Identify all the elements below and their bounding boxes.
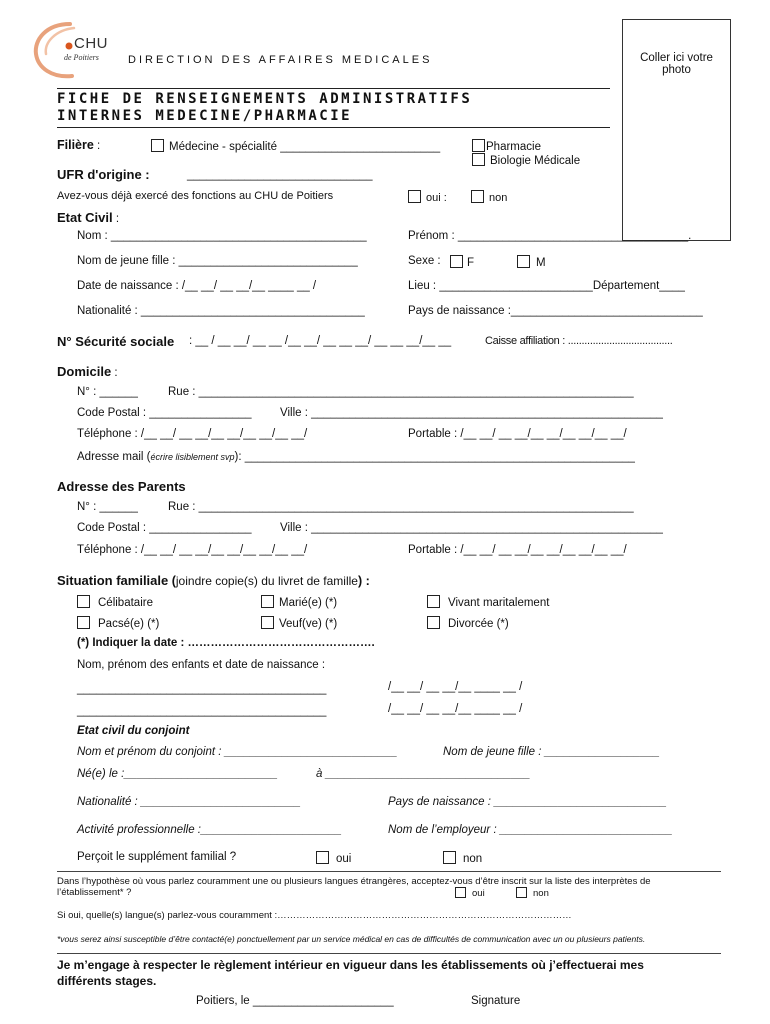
conjoint-lieu-field[interactable]: à ________________________________ xyxy=(316,768,531,780)
supplement-oui-checkbox[interactable] xyxy=(316,851,329,864)
sexe-label: Sexe : xyxy=(408,255,441,267)
photo-box-line1: Coller ici votre xyxy=(640,52,713,64)
langues-oui-checkbox[interactable] xyxy=(455,887,466,898)
form-title-line2: INTERNES MEDECINE/PHARMACIE xyxy=(57,108,353,124)
nationalite-field[interactable]: Nationalité : ___________________________________ xyxy=(77,305,365,317)
conjoint-pays-field[interactable]: Pays de naissance : ___________________________ xyxy=(388,796,667,808)
supplement-non-checkbox[interactable] xyxy=(443,851,456,864)
filiere-pharmacie-option[interactable]: Pharmacie xyxy=(472,139,541,153)
secu-field[interactable]: : __ / __ __/ __ __ /__ __/ __ __ __/ __ __ __/__ __ xyxy=(189,335,452,347)
domicile-cp-field[interactable]: Code Postal : ________________ xyxy=(77,407,252,419)
divorce-option[interactable]: Divorcée (*) xyxy=(427,616,509,630)
medecine-checkbox[interactable] xyxy=(151,139,164,152)
chu-logo-sub: de Poitiers xyxy=(64,53,99,62)
domicile-numero-field[interactable]: N° : ______ xyxy=(77,386,138,398)
domicile-title: Domicile : xyxy=(57,364,118,379)
engagement-line2: différents stages. xyxy=(57,974,157,988)
domicile-tel-field[interactable]: Téléphone : /__ __/ __ __/__ __/__ __/__ __/ xyxy=(77,428,308,440)
parents-ville-field[interactable]: Ville : _______________________________________________________ xyxy=(280,522,663,534)
prenom-field[interactable]: Prénom : ____________________________________. xyxy=(408,230,692,242)
nom-field[interactable]: Nom : ________________________________________ xyxy=(77,230,367,242)
pays-naissance-field[interactable]: Pays de naissance :______________________________ xyxy=(408,305,703,317)
celibataire-checkbox[interactable] xyxy=(77,595,90,608)
filiere-biologie-option[interactable]: Biologie Médicale xyxy=(472,153,580,167)
filiere-medecine-option[interactable]: Médecine - spécialité _________________________ xyxy=(151,139,440,153)
pacse-checkbox[interactable] xyxy=(77,616,90,629)
enfant-1-name-field[interactable]: _______________________________________ xyxy=(77,683,327,695)
enfant-1-date-field[interactable]: /__ __/ __ __/__ ____ __ / xyxy=(388,681,523,693)
parents-title: Adresse des Parents xyxy=(57,479,186,494)
marie-checkbox[interactable] xyxy=(261,595,274,608)
conjoint-activite-field[interactable]: Activité professionnelle :______________________ xyxy=(77,824,342,836)
nom-jeune-fille-field[interactable]: Nom de jeune fille : ____________________________ xyxy=(77,255,358,267)
pharmacie-checkbox[interactable] xyxy=(472,139,485,152)
conjoint-nom-field[interactable]: Nom et prénom du conjoint : ___________________________ xyxy=(77,746,398,758)
supplement-non-option[interactable]: non xyxy=(443,851,482,865)
sexe-m-option[interactable]: M xyxy=(517,255,546,269)
celibataire-option[interactable]: Célibataire xyxy=(77,595,153,609)
enfants-label: Nom, prénom des enfants et date de naissance : xyxy=(77,659,326,671)
conjoint-ne-le-field[interactable]: Né(e) le :________________________ xyxy=(77,768,278,780)
exerce-non-checkbox[interactable] xyxy=(471,190,484,203)
ufr-label: UFR d'origine : xyxy=(57,167,150,182)
chu-logo xyxy=(30,18,125,80)
lieu-field[interactable]: Lieu : ________________________Département____ xyxy=(408,280,685,292)
langues-non-option[interactable]: non xyxy=(516,887,549,899)
vivant-option[interactable]: Vivant maritalement xyxy=(427,595,549,609)
supplement-label: Perçoit le supplément familial ? xyxy=(77,851,237,863)
caisse-affiliation-field[interactable]: Caisse affiliation : ...................................... xyxy=(485,335,673,347)
indiquer-date-field[interactable]: (*) Indiquer la date : …………………………………………. xyxy=(77,637,375,649)
parents-rue-field[interactable]: Rue : ____________________________________________________________________ xyxy=(168,501,634,513)
parents-tel-field[interactable]: Téléphone : /__ __/ __ __/__ __/__ __/__ __/ xyxy=(77,544,308,556)
parents-portable-field[interactable]: Portable : /__ __/ __ __/__ __/__ __/__ __/ xyxy=(408,544,627,556)
poitiers-date-field[interactable]: Poitiers, le ______________________ xyxy=(196,995,394,1007)
biologie-checkbox[interactable] xyxy=(472,153,485,166)
supplement-oui-option[interactable]: oui xyxy=(316,851,351,865)
langues-question-line2: l’établissement* ? xyxy=(57,887,132,898)
marie-option[interactable]: Marié(e) (*) xyxy=(261,595,337,609)
langues-non-checkbox[interactable] xyxy=(516,887,527,898)
conjoint-jeune-fille-field[interactable]: Nom de jeune fille : __________________ xyxy=(443,746,660,758)
ufr-field[interactable]: _____________________________ xyxy=(187,169,373,181)
etat-civil-title: Etat Civil : xyxy=(57,210,120,225)
langues-quelles-field[interactable]: Si oui, quelle(s) langue(s) parlez-vous couramment :………………………………………………………………………………… xyxy=(57,910,572,921)
chu-logo-name: CHU xyxy=(74,35,108,52)
enfant-2-date-field[interactable]: /__ __/ __ __/__ ____ __ / xyxy=(388,703,523,715)
engagement-line1: Je m’engage à respecter le règlement intérieur en vigueur dans les établissements où j’effectuerai mes xyxy=(57,958,644,972)
secu-label: N° Sécurité sociale xyxy=(57,334,175,349)
parents-cp-field[interactable]: Code Postal : ________________ xyxy=(77,522,252,534)
veuf-option[interactable]: Veuf(ve) (*) xyxy=(261,616,337,630)
divorce-checkbox[interactable] xyxy=(427,616,440,629)
domicile-ville-field[interactable]: Ville : _______________________________________________________ xyxy=(280,407,663,419)
domicile-mail-field[interactable]: Adresse mail (écrire lisiblement svp): _____________________________________________________________ xyxy=(77,451,635,463)
domicile-portable-field[interactable]: Portable : /__ __/ __ __/__ __/__ __/__ __/ xyxy=(408,428,627,440)
parents-numero-field[interactable]: N° : ______ xyxy=(77,501,138,513)
vivant-checkbox[interactable] xyxy=(427,595,440,608)
exerce-non-option[interactable]: non xyxy=(471,190,507,204)
langues-question-line1: Dans l’hypothèse où vous parlez couramment une ou plusieurs langues étrangères, acceptez-vous d’être inscrit sur la liste des interprètes de xyxy=(57,876,651,887)
conjoint-title: Etat civil du conjoint xyxy=(77,725,190,737)
exerce-oui-option[interactable]: oui : xyxy=(408,190,447,204)
photo-box-line2: photo xyxy=(662,64,691,76)
date-naissance-field[interactable]: Date de naissance : /__ __/ __ __/__ ____ __ / xyxy=(77,280,317,292)
langues-note: *vous serez ainsi susceptible d’être contacté(e) ponctuellement par un service médical en cas de difficultés de communication avec un ou plusieurs patients. xyxy=(57,934,646,944)
domicile-rue-field[interactable]: Rue : ____________________________________________________________________ xyxy=(168,386,634,398)
filiere-label: Filière : xyxy=(57,138,101,152)
signature-label: Signature xyxy=(471,995,521,1007)
direction-title: DIRECTION DES AFFAIRES MEDICALES xyxy=(128,54,433,66)
sexe-f-checkbox[interactable] xyxy=(450,255,463,268)
photo-box xyxy=(622,19,731,241)
langues-oui-option[interactable]: oui xyxy=(455,887,485,899)
sexe-f-option[interactable]: F xyxy=(450,255,474,269)
enfant-2-name-field[interactable]: _______________________________________ xyxy=(77,705,327,717)
veuf-checkbox[interactable] xyxy=(261,616,274,629)
pacse-option[interactable]: Pacsé(e) (*) xyxy=(77,616,159,630)
form-title-line1: FICHE DE RENSEIGNEMENTS ADMINISTRATIFS xyxy=(57,91,473,107)
exerce-question: Avez-vous déjà exercé des fonctions au CHU de Poitiers xyxy=(57,190,334,202)
conjoint-employeur-field[interactable]: Nom de l’employeur : ___________________________ xyxy=(388,824,673,836)
sexe-m-checkbox[interactable] xyxy=(517,255,530,268)
situation-title: Situation familiale (joindre copie(s) du livret de famille) : xyxy=(57,573,370,588)
exerce-oui-checkbox[interactable] xyxy=(408,190,421,203)
conjoint-nationalite-field[interactable]: Nationalité : _________________________ xyxy=(77,796,301,808)
